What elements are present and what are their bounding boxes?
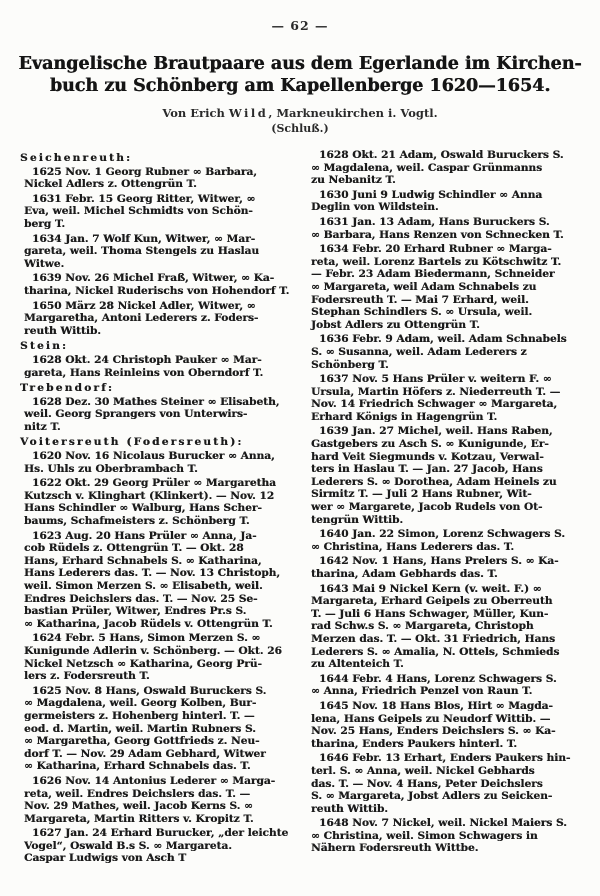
marriage-entry [307, 425, 580, 526]
entry-continuation-line: lers z. Fodersreuth T. [24, 670, 150, 683]
entry-continuation-line: Stephan Schindlers S. ∞ Ursula, weil. [311, 306, 533, 319]
entry-first-line: 1628 Okt. 21 Adam, Oswald Buruckers S. [319, 149, 564, 161]
entry-continuation-line: Lederers S. ∞ Amalia, N. Ottels, Schmieds [311, 645, 560, 658]
entry-first-line: 1625 Nov. 8 Hans, Oswald Buruckers S. [32, 684, 267, 697]
article-title-line-1: Evangelische Brautpaare aus dem Egerlande im Kirchen- [18, 54, 582, 74]
place-section [20, 382, 293, 433]
entry-continuation-line: Margareta, Martin Ritters v. Kropitz T. [24, 812, 254, 825]
entry-continuation-line: ∞ Barbara, Hans Renzen von Schnecken T. [311, 228, 564, 241]
entry-continuation-line: tharina, Adam Gebhards das. T. [311, 568, 498, 580]
entry-continuation-line: reta, weil. Endres Deichslers das. T. — [24, 787, 251, 800]
entry-continuation-line: ∞ Katharina, Jacob Rüdels v. Ottengrün T. [24, 617, 273, 630]
entry-first-line: 1631 Jan. 13 Adam, Hans Buruckers S. [319, 215, 550, 228]
entry-continuation-line: Fodersreuth T. — Mai 7 Erhard, weil. [311, 293, 529, 306]
place-section [307, 149, 580, 855]
entry-continuation-line: Nähern Fodersreuth Wittbe. [311, 842, 479, 855]
entry-first-line: 1628 Okt. 24 Christoph Pauker ∞ Mar- [32, 353, 262, 366]
marriage-entry [307, 583, 580, 671]
marriage-entry [307, 752, 580, 815]
entry-first-line: 1640 Jan. 22 Simon, Lorenz Schwagers S. [319, 528, 565, 541]
entry-first-line: 1636 Febr. 9 Adam, weil. Adam Schnabels [319, 333, 567, 346]
entry-continuation-line: Witwe. [24, 257, 65, 270]
entry-continuation-line: gareta, Hans Reinleins von Oberndorf T. [24, 366, 264, 379]
entry-continuation-line: Nickel Netzsch ∞ Katharina, Georg Prü- [24, 657, 262, 670]
entry-continuation-line: Hans, Erhard Schnabels S. ∞ Katharina, [24, 554, 262, 567]
text-columns [0, 149, 600, 867]
entry-first-line: 1650 März 28 Nickel Adler, Witwer, ∞ [32, 299, 256, 312]
entry-first-line: 1625 Nov. 1 Georg Rubner ∞ Barbara, [32, 165, 257, 178]
marriage-entry [20, 775, 293, 825]
entry-continuation-line: reuth Wittib. [311, 802, 388, 815]
entry-continuation-line: Nov. 14 Friedrich Schwager ∞ Margareta, [311, 398, 558, 411]
marriage-entry [307, 673, 580, 698]
entry-continuation-line: weil. Simon Merzen S. ∞ Elisabeth, weil. [24, 580, 263, 592]
byline-prefix: Von Erich [162, 106, 229, 120]
entry-first-line: 1634 Jan. 7 Wolf Kun, Witwer, ∞ Mar- [32, 232, 256, 245]
entry-first-line: 1620 Nov. 16 Nicolaus Burucker ∞ Anna, [32, 450, 275, 463]
entry-first-line: 1628 Dez. 30 Mathes Steiner ∞ Elisabeth, [32, 395, 280, 408]
entry-first-line: 1639 Nov. 26 Michel Fraß, Witwer, ∞ Ka- [32, 272, 275, 285]
section-heading: Seichenreuth: [20, 152, 133, 164]
article-title-line-2: buch zu Schönberg am Kapellenberge 1620—1654. [49, 76, 551, 96]
article-title [0, 53, 600, 97]
marriage-entry [307, 333, 580, 371]
entry-continuation-line: Kutzsch v. Klinghart (Klinkert). — Nov. 12 [24, 489, 275, 502]
entry-continuation-line: Vogel“, Oswald B.s S. ∞ Margareta. [24, 839, 232, 852]
byline [0, 106, 600, 120]
section-heading: Stein: [20, 340, 69, 353]
place-section [20, 436, 293, 865]
entry-continuation-line: Nov. 25 Hans, Enders Deichslers S. ∞ Ka- [311, 725, 556, 738]
entry-continuation-line: Hs. Uhls zu Oberbrambach T. [24, 462, 198, 475]
entry-continuation-line: Hans Schindler ∞ Walburg, Hans Scher- [24, 502, 262, 515]
entry-continuation-line: — Febr. 23 Adam Biedermann, Schneider [311, 268, 555, 281]
entry-first-line: 1634 Febr. 20 Erhard Rubner ∞ Marga- [319, 243, 552, 256]
entry-first-line: 1646 Febr. 13 Erhart, Enders Paukers hin- [319, 752, 571, 765]
entry-continuation-line: ∞ Katharina, Erhard Schnabels das. T. [24, 760, 251, 773]
entry-continuation-line: Merzen das. T. — Okt. 31 Friedrich, Hans [311, 632, 556, 645]
entry-continuation-line: reta, weil. Lorenz Bartels zu Kötschwitz T. [311, 255, 562, 268]
entry-first-line: 1639 Jan. 27 Michel, weil. Hans Raben, [319, 425, 553, 438]
entry-first-line: 1631 Febr. 15 Georg Ritter, Witwer, ∞ [32, 192, 256, 205]
subtitle-schluss: (Schluß.) [271, 122, 329, 135]
marriage-entry [307, 528, 580, 553]
entry-continuation-line: Margaretha, Antoni Lederers z. Foders- [24, 312, 259, 325]
entry-continuation-line: weil. Georg Sprangers von Unterwirs- [24, 408, 248, 421]
entry-continuation-line: baums, Schafmeisters z. Schönberg T. [24, 515, 250, 528]
entry-continuation-line: nitz T. [24, 420, 61, 433]
entry-first-line: 1643 Mai 9 Nickel Kern (v. weit. F.) ∞ [319, 582, 542, 595]
entry-first-line: 1622 Okt. 29 Georg Prüler ∞ Margaretha [32, 477, 276, 490]
entry-continuation-line: ∞ Margaretha, Georg Gottfrieds z. Neu- [24, 735, 260, 748]
marriage-entry [20, 827, 293, 865]
entry-continuation-line: Erhard Königs in Hagengrün T. [311, 410, 498, 423]
entry-continuation-line: Nov. 29 Mathes, weil. Jacob Kerns S. ∞ [24, 800, 253, 813]
entry-continuation-line: S. ∞ Margareta, Jobst Adlers zu Seicken- [311, 790, 553, 803]
entry-first-line: 1627 Jan. 24 Erhard Burucker, „der leichte [32, 827, 289, 840]
entry-continuation-line: tengrün Wittib. [311, 513, 404, 526]
marriage-entry [20, 193, 293, 231]
entry-continuation-line: ∞ Margareta, weil Adam Schnabels zu [311, 280, 537, 293]
entry-continuation-line: Gastgebers zu Asch S. ∞ Kunigunde, Er- [311, 438, 549, 451]
page-number: — 62 — [271, 18, 329, 33]
section-heading: Voitersreuth (Fodersreuth): [20, 436, 244, 449]
entry-continuation-line: zu Altenteich T. [311, 658, 404, 671]
entry-continuation-line: Schönberg T. [311, 358, 389, 371]
entry-continuation-line: Sirmitz T. — Juli 2 Hans Rubner, Wit- [311, 488, 532, 501]
marriage-entry [20, 450, 293, 475]
left-column [20, 149, 293, 867]
entry-first-line: 1648 Nov. 7 Nickel, weil. Nickel Maiers S. [319, 817, 567, 830]
entry-continuation-line: Ursula, Martin Höfers z. Niederreuth T. — [311, 385, 561, 398]
marriage-entry [307, 555, 580, 580]
entry-continuation-line: ∞ Anna, Friedrich Penzel von Raun T. [311, 685, 533, 698]
entry-continuation-line: rad Schw.s S. ∞ Margareta, Christoph [311, 620, 534, 633]
entry-continuation-line: bastian Prüler, Witwer, Endres Pr.s S. [24, 605, 247, 618]
entry-first-line: 1642 Nov. 1 Hans, Hans Prelers S. ∞ Ka- [319, 555, 559, 568]
marriage-entry [20, 233, 293, 271]
entry-continuation-line: reuth Wittib. [24, 324, 101, 337]
entry-continuation-line: Endres Deichslers das. T. — Nov. 25 Se- [24, 592, 258, 605]
entry-continuation-line: tharina, Nickel Ruderischs von Hohendorf T. [24, 284, 290, 297]
entry-continuation-line: Caspar Ludwigs von Asch T [24, 852, 187, 865]
entry-continuation-line: berg T. [24, 217, 66, 230]
marriage-entry [20, 396, 293, 434]
entry-continuation-line: S. ∞ Susanna, weil. Adam Lederers z [311, 345, 527, 358]
marriage-entry [20, 354, 293, 379]
entry-continuation-line: Hans Lederers das. T. — Nov. 13 Christoph, [24, 567, 281, 580]
marriage-entry [20, 685, 293, 773]
entry-continuation-line: ∞ Christina, Hans Lederers das. T. [311, 540, 515, 553]
entry-continuation-line: zu Nebanitz T. [311, 174, 396, 187]
entry-continuation-line: Margareta, Erhard Geipels zu Oberreuth [311, 595, 553, 608]
place-section [20, 152, 293, 337]
entry-continuation-line: hard Veit Siegmunds v. Kotzau, Verwal- [311, 450, 544, 463]
entry-first-line: 1624 Febr. 5 Hans, Simon Merzen S. ∞ [32, 632, 261, 645]
byline-author-name: Wild [228, 106, 269, 120]
entry-continuation-line: Eva, weil. Michel Schmidts von Schön- [24, 205, 253, 218]
entry-continuation-line: ters in Haslau T. — Jan. 27 Jacob, Hans [311, 463, 543, 476]
entry-first-line: 1630 Juni 9 Ludwig Schindler ∞ Anna [319, 188, 543, 201]
marriage-entry [20, 530, 293, 631]
section-heading: Trebendorf: [20, 382, 115, 395]
marriage-entry [307, 700, 580, 750]
entry-continuation-line: ∞ Christina, weil. Simon Schwagers in [311, 829, 538, 842]
entry-continuation-line: ∞ Magdalena, weil. Caspar Grünmanns [311, 161, 543, 174]
entry-continuation-line: Nickel Adlers z. Ottengrün T. [24, 178, 197, 191]
marriage-entry [307, 216, 580, 241]
marriage-entry [307, 243, 580, 331]
marriage-entry [307, 149, 580, 187]
entry-continuation-line: ∞ Magdalena, weil. Georg Kolben, Bur- [24, 697, 257, 710]
marriage-entry [307, 373, 580, 423]
entry-first-line: 1645 Nov. 18 Hans Blos, Hirt ∞ Magda- [319, 699, 553, 712]
entry-continuation-line: wer ∞ Margarete, Jacob Rudels von Ot- [311, 501, 543, 514]
entry-continuation-line: Jobst Adlers zu Ottengrün T. [311, 318, 480, 331]
byline-suffix: , Markneukirchen i. Vogtl. [268, 106, 438, 120]
marriage-entry [20, 300, 293, 338]
entry-continuation-line: germeisters z. Hohenberg hinterl. T. — [24, 709, 255, 722]
marriage-entry [20, 477, 293, 527]
entry-continuation-line: dorf T. — Nov. 29 Adam Gebhard, Witwer [24, 747, 266, 760]
entry-continuation-line: Deglin von Wildstein. [311, 201, 439, 214]
entry-continuation-line: eod. d. Martin, weil. Martin Rubners S. [24, 722, 256, 735]
entry-continuation-line: tharina, Enders Paukers hinterl. T. [311, 737, 517, 750]
entry-continuation-line: gareta, weil. Thoma Stengels zu Haslau [24, 245, 260, 258]
marriage-entry [307, 817, 580, 855]
entry-first-line: 1644 Febr. 4 Hans, Lorenz Schwagers S. [319, 672, 557, 685]
marriage-entry [307, 189, 580, 214]
entry-continuation-line: cob Rüdels z. Ottengrün T. — Okt. 28 [24, 542, 244, 555]
entry-first-line: 1626 Nov. 14 Antonius Lederer ∞ Marga- [32, 774, 276, 787]
entry-continuation-line: T. — Juli 6 Hans Schwager, Müller, Kun- [311, 607, 549, 620]
entry-continuation-line: terl. S. ∞ Anna, weil. Nickel Gebhards [311, 764, 535, 777]
place-section [20, 340, 293, 379]
right-column [307, 149, 580, 867]
marriage-entry [20, 632, 293, 682]
entry-continuation-line: Lederers S. ∞ Dorothea, Adam Heinels zu [311, 475, 557, 488]
entry-continuation-line: Kunigunde Adlerin v. Schönberg. — Okt. 26 [24, 644, 282, 657]
entry-continuation-line: das. T. — Nov. 4 Hans, Peter Deichslers [311, 777, 543, 790]
entry-first-line: 1637 Nov. 5 Hans Prüler v. weitern F. ∞ [319, 373, 552, 386]
marriage-entry [20, 166, 293, 191]
marriage-entry [20, 272, 293, 297]
entry-first-line: 1623 Aug. 20 Hans Prüler ∞ Anna, Ja- [32, 529, 257, 542]
entry-continuation-line: lena, Hans Geipels zu Neudorf Wittib. — [311, 712, 551, 725]
